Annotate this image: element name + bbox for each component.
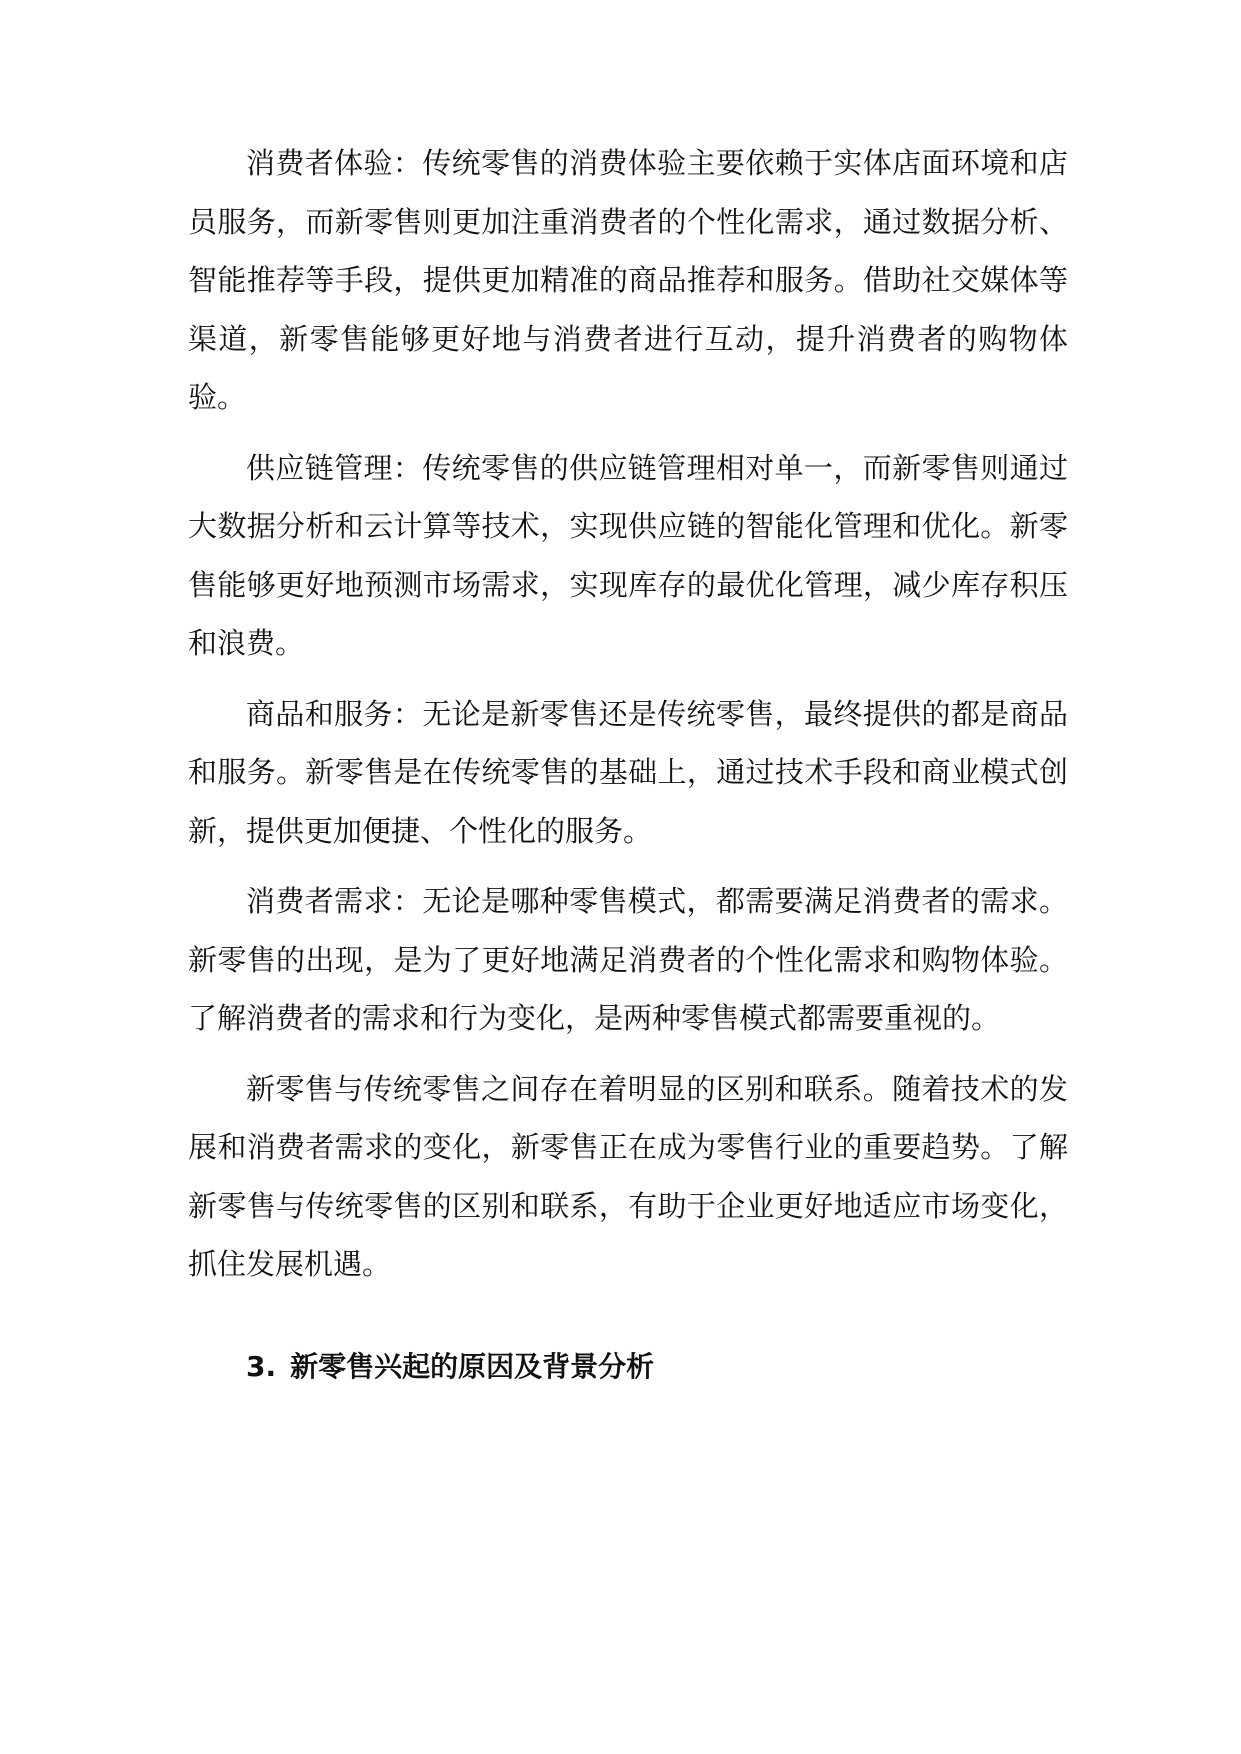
document-body (188, 134, 1068, 1396)
section-title: 新零售兴起的原因及背景分析 (290, 1349, 655, 1383)
paragraph-consumer-experience: 消费者体验：传统零售的消费体验主要依赖于实体店面环境和店员服务，而新零售则更加注重消费者的个性化需求，通过数据分析、智能推荐等手段，提供更加精准的商品推荐和服务。借助社交媒体等渠道，新零售能够更好地与消费者进行互动，提升消费者的购物体验。 (188, 146, 1068, 414)
paragraph-goods-services: 商品和服务：无论是新零售还是传统零售，最终提供的都是商品和服务。新零售是在传统零售的基础上，通过技术手段和商业模式创新，提供更加便捷、个性化的服务。 (188, 696, 1068, 848)
paragraph-consumer-demand: 消费者需求：无论是哪种零售模式，都需要满足消费者的需求。新零售的出现，是为了更好地满足消费者的个性化需求和购物体验。了解消费者的需求和行为变化，是两种零售模式都需要重视的。 (188, 884, 1068, 1035)
section-number: 3. (246, 1349, 277, 1383)
section-heading (188, 1338, 1068, 1396)
paragraph-summary: 新零售与传统零售之间存在着明显的区别和联系。随着技术的发展和消费者需求的变化，新零售正在成为零售行业的重要趋势。了解新零售与传统零售的区别和联系，有助于企业更好地适应市场变化，抓住发展机遇。 (188, 1071, 1068, 1281)
paragraph-supply-chain: 供应链管理：传统零售的供应链管理相对单一，而新零售则通过大数据分析和云计算等技术，实现供应链的智能化管理和优化。新零售能够更好地预测市场需求，实现库存的最优化管理，减少库存积压和浪费。 (188, 450, 1068, 660)
